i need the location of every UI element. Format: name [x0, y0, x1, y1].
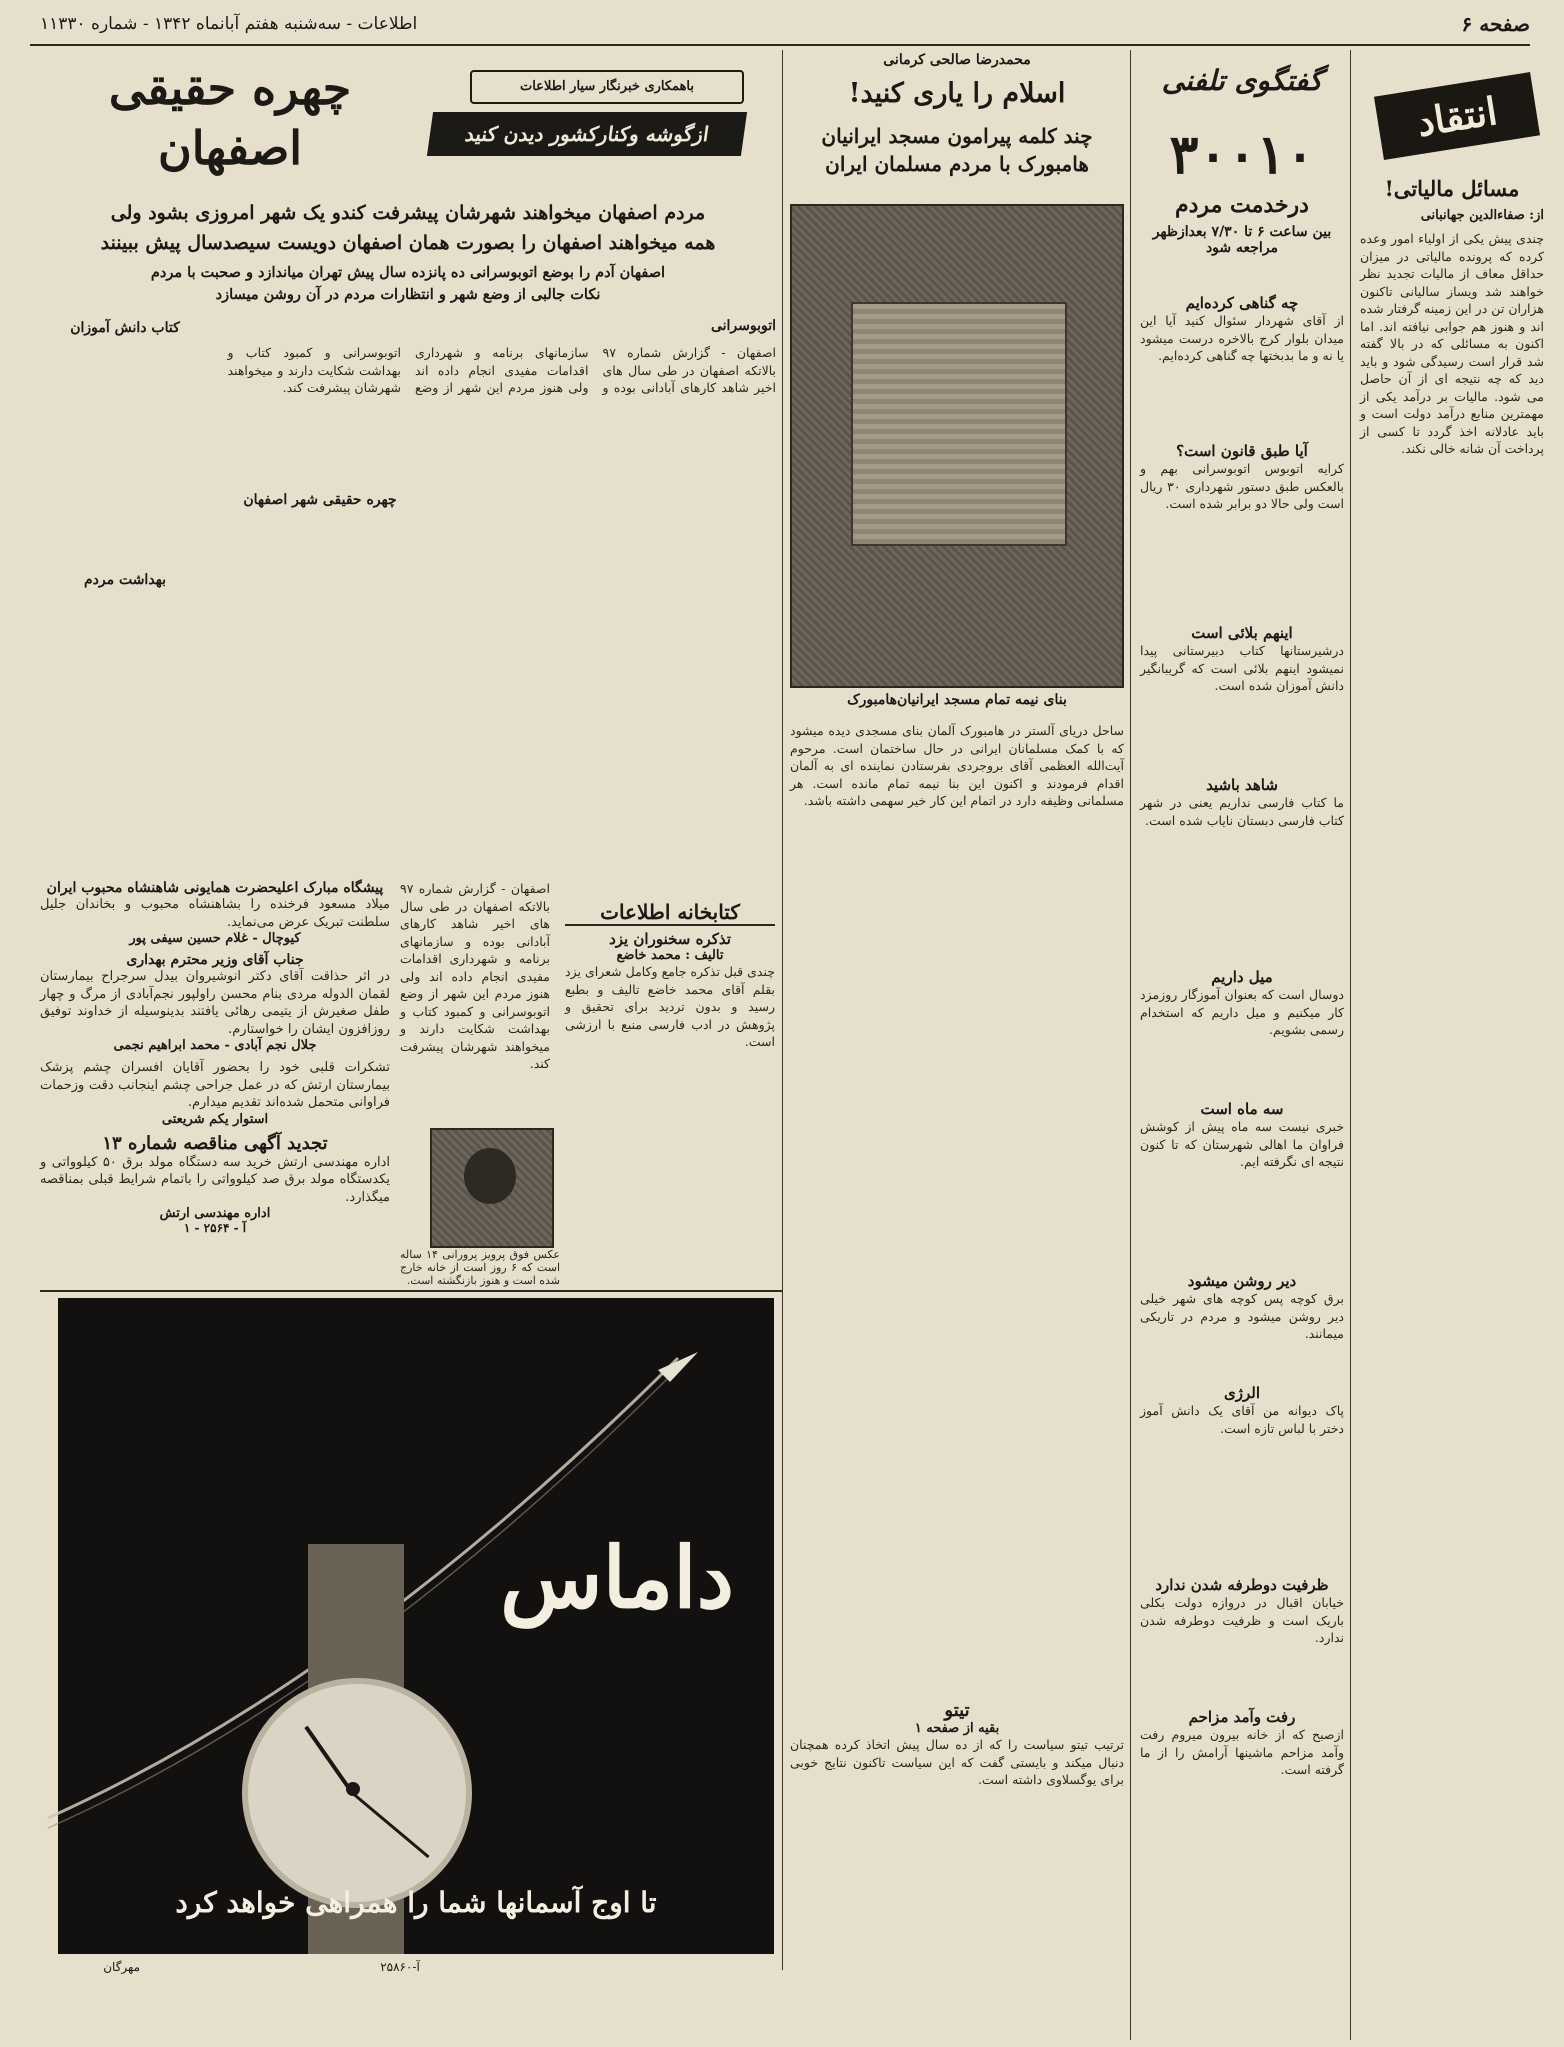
phone-items — [1136, 294, 1344, 1836]
section-bus: اتوبوسرانی — [710, 318, 776, 334]
isfahan-subhead-1: مردم اصفهان میخواهند شهرشان پیشرفت کندو یک شهر امروزی بشود ولی — [110, 202, 706, 224]
titto-continued: بقیه از صفحه ۱ — [914, 1721, 1000, 1736]
phone-item — [1136, 1272, 1344, 1360]
column-rule — [1130, 50, 1131, 2040]
damas-ad — [58, 1298, 774, 1954]
tender-title: تجدید آگهی مناقصه شماره ۱۳ — [102, 1132, 328, 1154]
mosque-building — [851, 302, 1066, 546]
column-rule — [782, 50, 783, 1970]
phone-item-title: شاهد باشید — [1206, 776, 1278, 794]
notices-column — [35, 880, 391, 1280]
page-number: صفحه ۶ — [1461, 12, 1530, 36]
phone-item-body: کرایه اتوبوس اتوبوسرانی بهم و بالعکس طبق دستور شهرداری ۳۰ ریال است ولی حالا دو برابر شده است. — [1136, 461, 1344, 511]
birthday-body: میلاد مسعود فرخنده را بشاهنشاه محبوب و بخاندان جلیل سلطنت تبریک عرض می‌نماید. — [35, 897, 390, 930]
library-body: چندی قبل تذکره جامع وکامل شعرای یزد بقلم آقای محمد خاضع تالیف و بطبع رسید و بدون تردید برای تحقیق و پژوهش در ادب فارسی منبع با ارزشی است. — [561, 964, 775, 1049]
isfahan-title-2: اصفهان — [157, 121, 303, 175]
watch-strap-top — [308, 1544, 404, 1694]
library-box — [561, 900, 775, 1285]
tender-body: اداره مهندسی ارتش خرید سه دستگاه مولد برق ۵۰ کیلوواتی و یکدستگاه مولد برق صد کیلوواتی را باتمام شرایط قبلی بمناقصه میگذارد. — [35, 1154, 390, 1205]
phone-item-body: خیابان اقبال در دروازه دولت بکلی باریک است و ظرفیت دوطرفه شدن ندارد. — [1136, 1595, 1344, 1645]
phone-number: ۳۰۰۱۰ — [1169, 122, 1315, 186]
mosque-photo — [790, 204, 1124, 688]
minister-title: جناب آقای وزیر محترم بهداری — [126, 952, 304, 968]
titto-title: تیتو — [944, 1700, 970, 1721]
critique-body: چندی پیش یکی از اولیاء امور وعده کرده که پرونده مالیاتی در میزان حداقل معاف از مالیات تجدید نظر خواهند شد ویساز سالیانی تاکنون هزاران تن در این زمینه گرفتار شده اند و هنوز هم جوابی نیافته اند. اما اکنون به مسائلی که در بالا گفته شد قرار است رسیدگی شود و باید دید که چه نتیجه ای از آن حاصل می شود. مالیات بر درآمد یکی از مهمترین منابع درآمد دولت است و باید عادلانه اخذ گردد تا کسی از پرداخت آن شانه خالی نکند. — [1356, 231, 1544, 456]
phone-item-title: چه گناهی کرده‌ایم — [1185, 294, 1299, 312]
ad-code: آ-۲۵۸۶۰ — [380, 1960, 420, 1974]
phone-item-body: پاک دیوانه من آقای یک دانش آموز دختر با لباس تازه است. — [1136, 1403, 1344, 1436]
boy-photo-caption: عکس فوق پرویز پرورانی ۱۴ ساله است که ۶ روز است از خانه خارج شده است و هنوز بازنگشته است. — [396, 1248, 560, 1287]
phone-item — [1136, 1384, 1344, 1552]
critique-logo: انتقاد — [1374, 72, 1540, 160]
birthday-title: پیشگاه مبارک اعلیحضرت همایونی شاهنشاه محبوب ایران — [46, 880, 384, 896]
phone-item-body: برق کوچه پس کوچه های شهر خیلی دیر روشن میشود و مردم در تاریکی میمانند. — [1136, 1291, 1344, 1341]
thanks-body: تشکرات قلبی خود را بحضور آقایان افسران چشم پزشک بیمارستان ارتش که در عمل جراحی چشم اینجانب دقت وزحمات فراوانی متحمل شده‌اند تقدیم میدارم. — [35, 1060, 390, 1110]
book-title: تذکره سخنوران یزد — [609, 930, 731, 948]
islam-author: محمدرضا صالحی کرمانی — [883, 52, 1031, 68]
section-health: بهداشت مردم — [83, 572, 167, 588]
phone-title: گفتگوی تلفنی — [1161, 64, 1323, 97]
phone-item-title: سه ماه است — [1200, 1100, 1284, 1118]
watch-face — [242, 1678, 472, 1908]
column-rule — [1350, 50, 1351, 2040]
thanks-sign: استوار یکم شریعتی — [161, 1111, 269, 1127]
ad-top-rule — [40, 1290, 782, 1292]
tender-code: آ - ۲۵۶۴ - ۱ — [183, 1221, 247, 1235]
watch-center — [346, 1782, 360, 1796]
titto-body: ترتیب تیتو سیاست را که از ده سال پیش اتخاذ کرده همچنان دنبال میکند و بایستی گفت که این سیاست تاکنون نتایج خوبی برای یوگسلاوی داشته است. — [786, 1737, 1124, 1787]
phone-item — [1136, 776, 1344, 944]
critique-title: مسائل مالیاتی! — [1384, 176, 1520, 201]
banner-small: باهمکاری خبرنگار سیار اطلاعات — [470, 70, 744, 104]
phone-item-body: درشیرستانها کتاب دبیرستانی پیدا نمیشود اینهم بلائی است که گریبانگیر دانش آموزان شده است. — [1136, 643, 1344, 693]
boy-face — [464, 1148, 516, 1204]
minister-body: در اثر حذاقت آقای دکتر انوشیروان بیدل سرجراح بیمارستان لقمان الدوله مردی بنام محسن راولپور نجم‌آبادی از مرگ و چهار طفل صغیرش از یتیمی رهائی یافتند بدینوسیله از خداوند توفیق روزافزون ایشان را خواستارم. — [35, 969, 391, 1037]
phone-item-title: ظرفیت دوطرفه شدن ندارد — [1155, 1576, 1329, 1594]
phone-subtitle: درخدمت مردم — [1175, 192, 1309, 218]
phone-item-body: دوسال است که بعنوان آموزگار روزمزد کار میکنیم و میل داریم که استخدام رسمی بشویم. — [1136, 987, 1344, 1037]
phone-item-title: رفت وآمد مزاحم — [1188, 1708, 1296, 1726]
phone-item-body: از آقای شهردار سئوال کنید آیا این میدان بلوار کرج بالاخره درست میشود یا نه و ما بدبختها چه گناهی کرده‌ایم. — [1136, 313, 1344, 363]
phone-item-body: ما کتاب فارسی نداریم یعنی در شهر کتاب فارسی دبستان نایاب شده است. — [1136, 795, 1344, 828]
mosque-photo-caption: بنای نیمه تمام مسجد ایرانیان‌هامبورک — [847, 692, 1067, 708]
isfahan-continuation-body: اصفهان - گزارش شماره ۹۷ بالاتکه اصفهان در طی سال های اخیر شاهد کارهای آبادانی بوده و سازمانهای برنامه و شهرداری اقدامات مفیدی انجام داده اند ولی هنوز مردم این شهر از وضع اتوبوسرانی و کمبود کتاب و بهداشت شکایت دارند و میخواهند شهرشان پیشرفت کند. — [396, 881, 550, 1071]
ad-slogan: تا اوج آسمانها شما را همراهی خواهد کرد — [175, 1886, 657, 1919]
phone-item-title: آیا طبق قانون است؟ — [1176, 442, 1308, 460]
phone-item-title: میل داریم — [1211, 968, 1273, 986]
phone-item — [1136, 1576, 1344, 1684]
isfahan-subhead-4: نکات جالبی از وضع شهر و انتظارات مردم در آن روشن میسازد — [215, 286, 601, 303]
phone-item — [1136, 442, 1344, 600]
phone-item-title: دیر روشن میشود — [1187, 1272, 1297, 1290]
phone-item-title: اینهم بلائی است — [1191, 624, 1293, 642]
isfahan-subhead-3: اصفهان آدم را بوضع اتوبوسرانی ده پانزده سال پیش تهران میاندازد و صحبت با مردم — [150, 264, 666, 281]
phone-item-body: ازصبح که از خانه بیرون میروم رفت وآمد مزاحم ماشینها آرامش را از ما گرفته است. — [1136, 1727, 1344, 1777]
phone-item — [1136, 1708, 1344, 1826]
phone-column — [1136, 58, 1344, 2038]
section-book: کتاب دانش آموزان — [70, 320, 180, 336]
book-author: تالیف : محمد خاضع — [616, 948, 724, 963]
islam-body: ساحل دریای آلستر در هامبورک آلمان بنای مسجدی دیده میشود که با کمک مسلمانان ایرانی در حال ساختمان است. مرحوم آیت‌الله العظمی آقای بروجردی بفرستادن نماینده ای به آلمان اقدام فرمودند و اکنون این بنا نیمه تمام مانده است. هر مسلمانی وظیفه دارد در اتمام این کار خیر سهمی داشته باشد. — [786, 723, 1124, 808]
section-real: چهره حقیقی شهر اصفهان — [243, 492, 397, 508]
ad-brand: داماس — [500, 1528, 734, 1627]
isfahan-body: اصفهان - گزارش شماره ۹۷ بالاتکه اصفهان در طی سال های اخیر شاهد کارهای آبادانی بوده و سازمانهای برنامه و شهرداری اقدامات مفیدی انجام داده اند ولی هنوز مردم این شهر از وضع اتوبوسرانی و کمبود کتاب و بهداشت شکایت دارند و میخواهند شهرشان پیشرفت کند. — [223, 345, 776, 395]
phone-hours: بین ساعت ۶ تا ۷/۳۰ بعدازظهر مراجعه شود — [1152, 224, 1332, 256]
islam-subhead: چند کلمه پیرامون مسجد ایرانیان هامبورک با مردم مسلمان ایران — [821, 124, 1093, 176]
critique-author: از: صفاءالدین جهانبانی — [1420, 208, 1544, 223]
critique-column — [1356, 58, 1544, 2038]
isfahan-banner — [430, 62, 750, 172]
banner-large: ازگوشه‌ وکنارکشور دیدن کنید — [427, 112, 747, 156]
birthday-sign: کیوچال - غلام حسین سیفی پور — [129, 931, 301, 946]
minister-sign: جلال نجم آبادی - محمد ابراهیم نجمی — [113, 1038, 317, 1053]
phone-item-title: الرژی — [1224, 1384, 1260, 1402]
titto-article — [786, 1700, 1124, 2030]
header-rule — [30, 44, 1530, 46]
isfahan-title-1: چهره حقیقی — [108, 61, 352, 115]
ad-agency: مهرگان — [103, 1960, 140, 1974]
isfahan-article — [40, 52, 776, 892]
islam-headline: اسلام را یاری کنید! — [848, 78, 1066, 109]
watch-hand-minute — [353, 1793, 430, 1858]
phone-item — [1136, 624, 1344, 752]
islam-article — [786, 52, 1124, 1692]
phone-item — [1136, 294, 1344, 418]
phone-item-body: خبری نیست سه ماه پیش از کوشش فراوان ما اهالی شهرستان که تا کنون نتیجه ای نگرفته ایم. — [1136, 1119, 1344, 1169]
phone-item — [1136, 1100, 1344, 1248]
missing-boy-photo — [430, 1128, 554, 1248]
isfahan-subhead-2: همه میخواهند اصفهان را بصورت همان اصفهان دویست سیصدسال پیش ببینند — [100, 232, 716, 254]
library-title: کتابخانه اطلاعات — [565, 900, 775, 926]
issue-line: اطلاعات - سه‌شنبه هفتم آبانماه ۱۳۴۲ - شماره ۱۱۳۳۰ — [40, 14, 418, 34]
phone-item — [1136, 968, 1344, 1076]
tender-footer: اداره مهندسی ارتش — [159, 1206, 271, 1221]
